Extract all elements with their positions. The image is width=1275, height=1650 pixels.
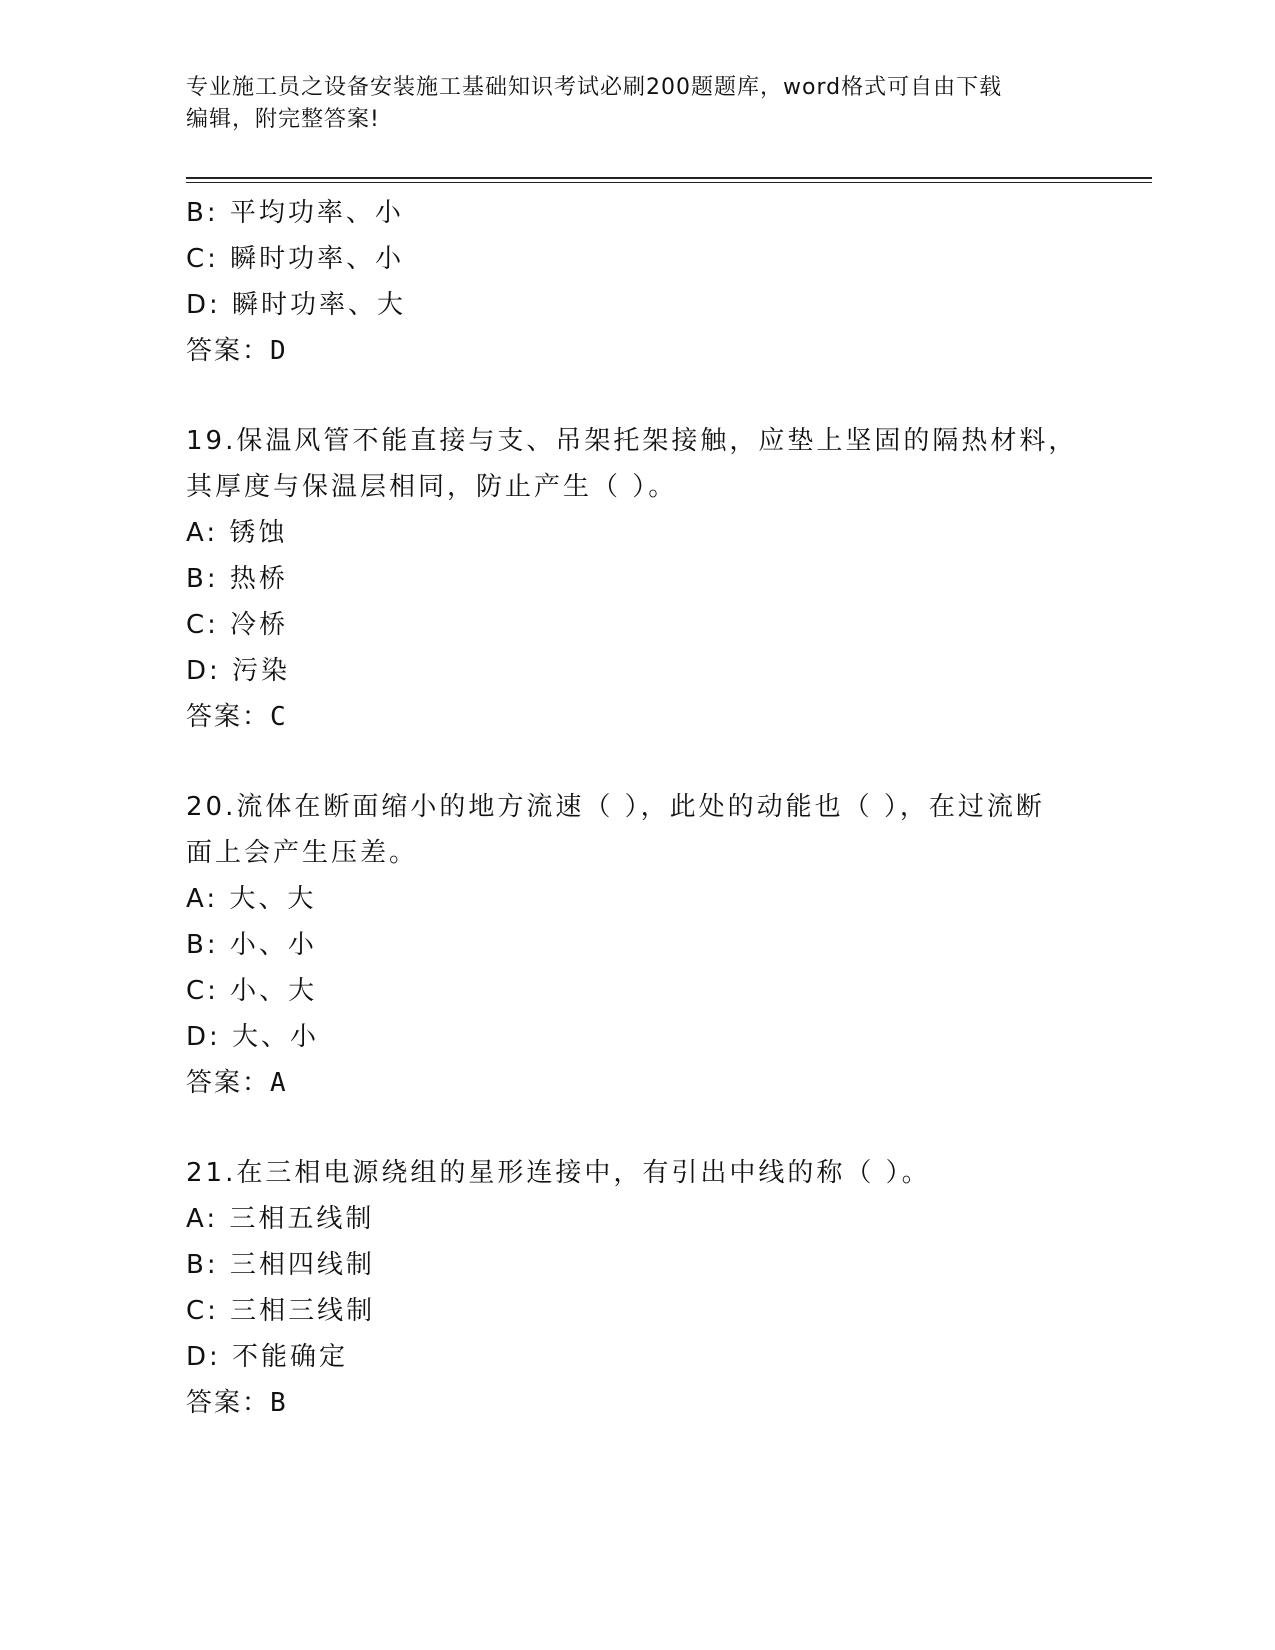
partial-question (186, 190, 1086, 374)
option-b: B: 小、小 (186, 930, 317, 960)
answer-line (186, 1380, 1086, 1426)
header-line-2: 编辑，附完整答案! (186, 107, 380, 132)
option-d: D: 瞬时功率、大 (186, 290, 407, 320)
document-header (186, 72, 1086, 136)
question-19 (186, 418, 1086, 740)
answer-line (186, 694, 1086, 740)
option-a: A: 锈蚀 (186, 518, 288, 548)
question-stem-line: 21.在三相电源绕组的星形连接中，有引出中线的称（ ）。 (186, 1158, 931, 1188)
question-stem-line: 面上会产生压差。 (186, 838, 419, 868)
option-c: C: 三相三线制 (186, 1296, 376, 1326)
answer-value: A (270, 1068, 287, 1098)
answer-value: C (270, 702, 287, 732)
option-b: B: 三相四线制 (186, 1250, 375, 1280)
option-a: A: 三相五线制 (186, 1204, 375, 1234)
question-21 (186, 1150, 1086, 1426)
option-c: C: 冷桥 (186, 610, 289, 640)
question-stem-line: 20.流体在断面缩小的地方流速（ ），此处的动能也（ ），在过流断 (186, 792, 1045, 822)
answer-value: D (270, 336, 287, 366)
document-body (186, 190, 1086, 1426)
answer-label: 答案： (186, 336, 271, 366)
question-stem-line: 其厚度与保温层相同，防止产生（ ）。 (186, 472, 678, 502)
option-c: C: 小、大 (186, 976, 318, 1006)
answer-line (186, 1060, 1086, 1106)
header-divider-thick (186, 177, 1152, 179)
answer-label: 答案： (186, 702, 271, 732)
option-b: B: 平均功率、小 (186, 198, 404, 228)
option-c: C: 瞬时功率、小 (186, 244, 405, 274)
option-d: D: 污染 (186, 656, 291, 686)
option-d: D: 大、小 (186, 1022, 320, 1052)
header-line-1: 专业施工员之设备安装施工基础知识考试必刷200题题库，word格式可自由下载 (186, 75, 1003, 100)
answer-label: 答案： (186, 1388, 271, 1418)
header-divider-thin (186, 182, 1152, 183)
question-stem-line: 19.保温风管不能直接与支、吊架托架接触，应垫上坚固的隔热材料， (186, 426, 1078, 456)
option-d: D: 不能确定 (186, 1342, 349, 1372)
question-20 (186, 784, 1086, 1106)
answer-line (186, 328, 1086, 374)
answer-label: 答案： (186, 1068, 271, 1098)
option-b: B: 热桥 (186, 564, 288, 594)
answer-value: B (270, 1388, 287, 1418)
option-a: A: 大、大 (186, 884, 317, 914)
